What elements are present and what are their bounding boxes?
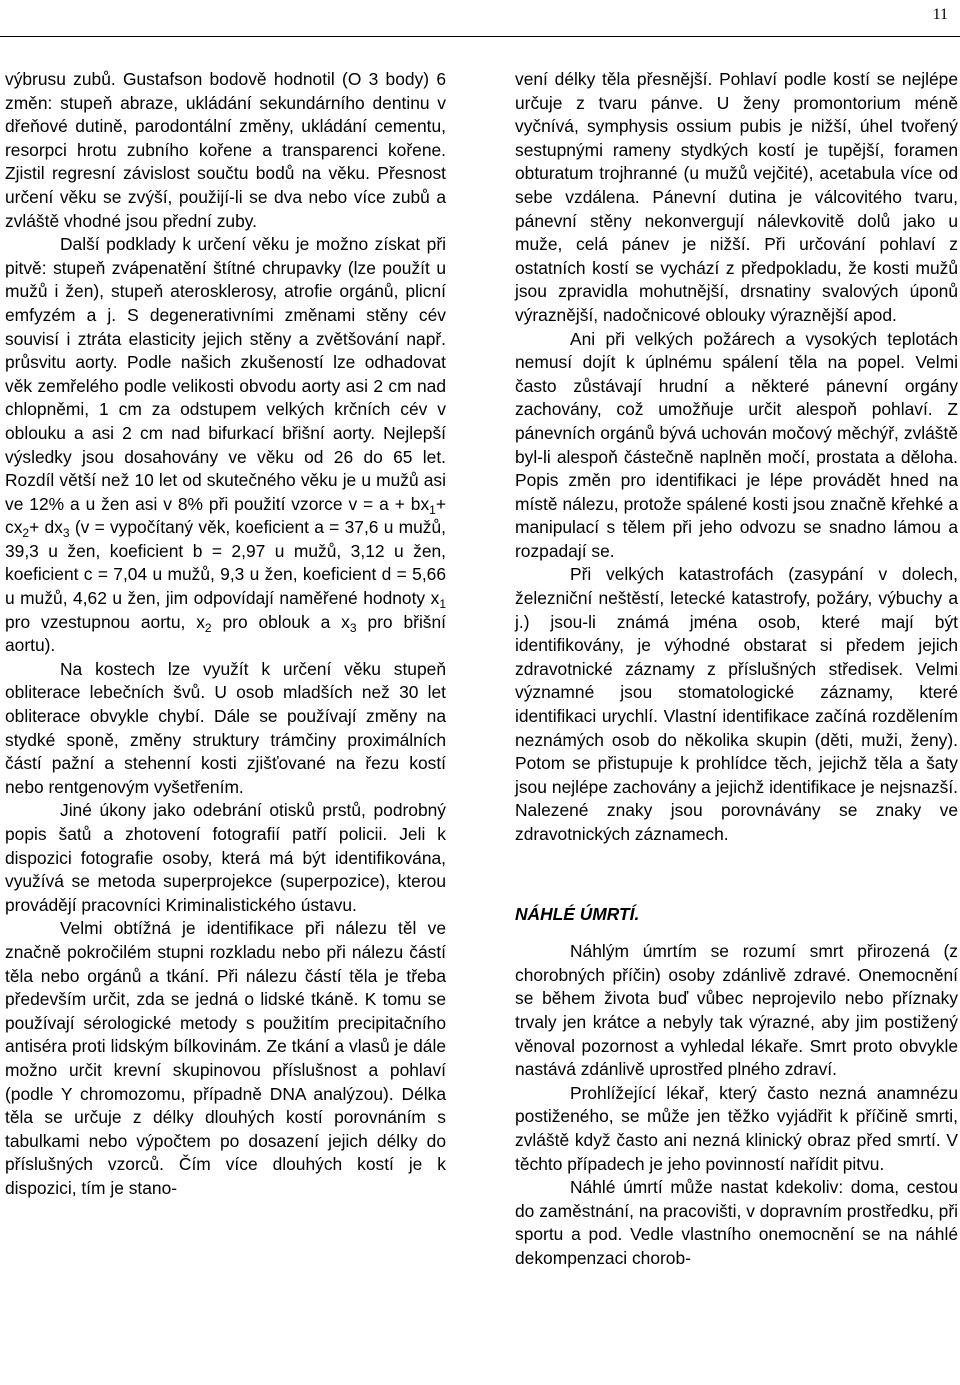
text-run: Další podklady k určení věku je možno získat při pitvě: stupeň zvápenatění štítné chrupavky (lze použít u mužů i žen), stupeň aterosklerosy, atrofie orgánů, plicní emfyzém a j. S degenerativními změnami stěny cév souvisí i ztráta elasticity jejich stěny a zvětšování např. průsvitu aorty. Podle našich zkušeností lze odhadovat věk zemřelého podle velikosti obvodu aorty asi 2 cm nad chlopněmi, 1 cm za odstupem velkých krčních cév v oblouku a asi 2 cm nad bifurkací břišní aorty. Nejlepší výsledky jsou dosahovány ve věku od 26 do 65 let. Rozdíl větší než 10 let od skutečného věku je u mužů asi ve 12% a u žen asi v 8% při použití vzorce v = a + bx <box>5 234 446 514</box>
section-heading: NÁHLÉ ÚMRTÍ. <box>515 903 640 924</box>
text-run: + dx <box>29 517 63 538</box>
paragraph: výbrusu zubů. Gustafson bodově hodnotil (O 3 body) 6 změn: stupeň abraze, ukládání sekundárního dentinu v dřeňové dutině, parodontální změny, ukládání cementu, resorpci hrotu zubního kořene a transparenci kořene. Zjistil regresní závislost součtu bodů na věku. Přesnost určení věku se zvýší, použijí-li se dva nebo více zubů a zvláště vhodné jsou přední zuby. <box>5 69 446 231</box>
paragraph: Náhlým úmrtím se rozumí smrt přirozená (z chorobných příčin) osoby zdánlivě zdravé. Onemocnění se během života buď vůbec neprojevilo nebo příznaky trvaly jen krátce a nebyly tak výrazné, aby jim postižený věnoval pozornost a vyhledal lékaře. Smrt proto obvykle nastává zdánlivě uprostřed plného zdraví. <box>515 941 958 1080</box>
subscript: 1 <box>429 502 436 517</box>
subscript: 3 <box>349 620 357 635</box>
paragraph: Náhlé úmrtí může nastat kdekoliv: doma, cestou do zaměstnání, na pracovišti, v dopravním prostředku, při sportu a pod. Vedle vlastního onemocnění se na náhlé dekompenzaci chorob- <box>515 1177 958 1268</box>
text-run: + cx <box>5 493 446 538</box>
page-number: 11 <box>932 6 948 23</box>
left-column <box>5 68 446 1201</box>
paragraph: Prohlížející lékař, který často nezná anamnézu postiženého, se může jen těžko vyjádřit k příčině smrti, zvláště když často ani nezná klinický obraz před smrtí. V těchto případech je jeho povinností nařídit pitvu. <box>515 1082 958 1174</box>
text-run: pro vzestupnou aortu, x <box>5 611 205 632</box>
text-run: pro oblouk a x <box>211 611 350 632</box>
subscript: 3 <box>62 526 70 541</box>
header-rule <box>0 36 960 37</box>
text-run: pro břišní aortu). <box>5 611 447 656</box>
subscript: 2 <box>22 526 30 541</box>
paragraph-formula <box>5 233 446 658</box>
subscript: 2 <box>204 620 212 635</box>
text-run: (v = vypočítaný věk, koeficient a = 37,6 u mužů, 39,3 u žen, koeficient b = 2,97 u mužů, 3,12 u žen, koeficient c = 7,04 u mužů, 9,3 u žen, koeficient d = 5,66 u mužů, 4,62 u žen, jim odpovídají naměřené hodnoty x <box>5 517 446 609</box>
paragraph: Při velkých katastrofách (zasypání v dolech, železniční neštěstí, letecké katastrofy, požáry, výbuchy a j.) jsou-li známá jména osob, které mají být identifikovány, je výhodné obstarat si předem jejich zdravotnické záznamy z příslušných středisek. Velmi významné jsou stomatologické záznamy, které identifikaci urychlí. Vlastní identifikace začíná rozdělením neznámých osob do několika skupin (děti, muži, ženy). Potom se přistupuje k prohlídce těch, jejichž těla a šaty jsou nejlépe zachovány a jejichž identifikace je nejsnazší. Nalezené znaky jsou porovnávány se znaky ve zdravotnických záznamech. <box>515 564 958 844</box>
paragraph: Ani při velkých požárech a vysokých teplotách nemusí dojít k úplnému spálení těla na popel. Velmi často zůstávají hrudní a některé pánevní orgány zachovány, což umožňuje určit alespoň pohlaví. Z pánevních orgánů bývá uchován močový měchýř, zvláště byl-li alespoň částečně naplněn močí, prostata a děloha. Popis změn pro identifikaci je lépe provádět hned na místě nálezu, protože spálené kosti jsou značně křehké a manipulací s tělem při jeho odvozu se snadno lámou a rozpadají se. <box>515 328 958 561</box>
subscript: 1 <box>439 597 446 612</box>
paragraph: Velmi obtížná je identifikace při nálezu těl ve značně pokročilém stupni rozkladu nebo při nálezu částí těla nebo orgánů a tkání. Při nálezu částí těla je třeba především určit, zda se jedná o lidské tkáně. K tomu se používají sérologické metody s použitím precipitačního antiséra proti lidským bílkovinám. Ze tkání a vlasů je dále možno určit krevní skupinovou příslušnost a pohlaví (podle Y chromozomu, případně DNA analýzou). Délka těla se určuje z délky dlouhých kostí porovnáním s tabulkami nebo výpočtem po dosazení jejich délky do příslušných vzorců. Čím více dlouhých kostí je k dispozici, tím je stano- <box>5 918 446 1198</box>
paragraph: Jiné úkony jako odebrání otisků prstů, podrobný popis šatů a zhotovení fotografií patří policii. Jeli k dispozici fotografie osoby, která má být identifikována, využívá se metoda superprojekce (superpozice), kterou provádějí pracovníci Kriminalistického ústavu. <box>5 800 446 915</box>
right-column <box>515 68 958 1271</box>
paragraph: Na kostech lze využít k určení věku stupeň obliterace lebečních švů. U osob mladších než 30 let obliterace obvykle chybí. Dále se používají změny na stydké sponě, změny struktury trámčiny proximálních částí pažní a stehenní kosti zjišťované na řezu kostí nebo rentgenovým vyšetřením. <box>5 658 446 797</box>
paragraph: vení délky těla přesnější. Pohlaví podle kostí se nejlépe určuje z tvaru pánve. U ženy promontorium méně vyčnívá, symphysis ossium pubis je nižší, úhel tvořený sestupnými rameny stydkých kostí je tupější, foramen obturatum trojhranné (u mužů vejčité), acetabula více od sebe vzdálena. Pánevní dutina je válcovitého tvaru, pánevní stěny nekonvergují nálevkovitě dolů jako u muže, celá pánev je nižší. Při určování pohlaví z ostatních kostí se vychází z předpokladu, že kosti mužů jsou zpravidla mohutnější, drsnatiny svalových úponů výraznější, nadočnicové oblouky výraznější apod. <box>515 69 958 325</box>
